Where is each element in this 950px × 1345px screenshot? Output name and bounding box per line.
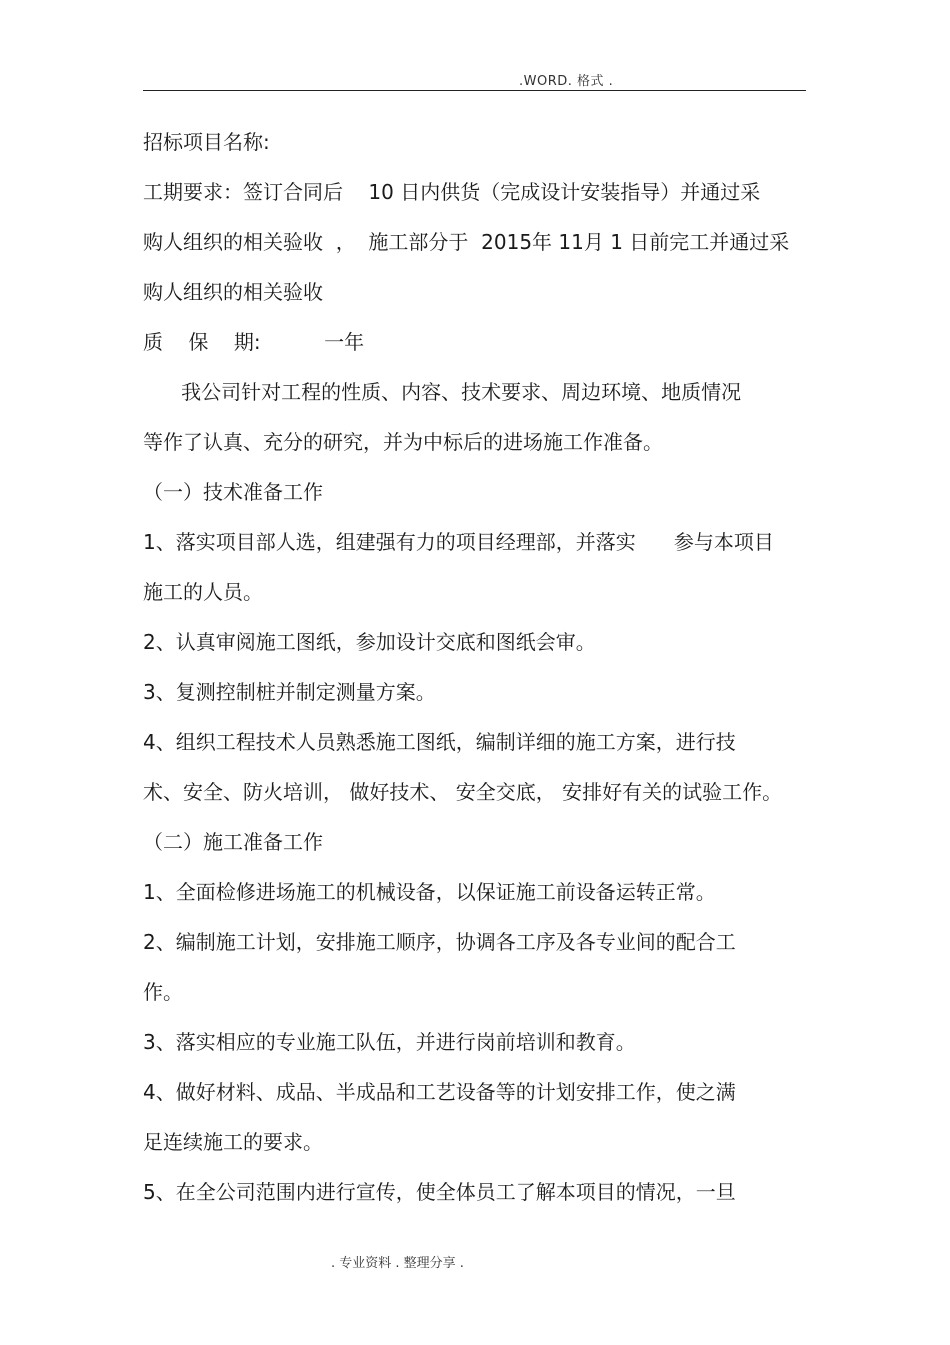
intro-paragraph-line-1: 我公司针对工程的性质、内容、技术要求、周边环境、地质情况 [143, 380, 742, 404]
tech-item-3: 3、复测控制桩并制定测量方案。 [143, 680, 436, 704]
tech-item-4-line-1: 4、组织工程技术人员熟悉施工图纸，编制详细的施工方案，进行技 [143, 730, 736, 754]
tech-item-4-line-2: 术、安全、防火培训， 做好技术、 安全交底， 安排好有关的试验工作。 [143, 780, 783, 804]
page-header: .WORD. 格式 . [519, 74, 614, 89]
warranty-line: 质 保 期: 一年 [143, 330, 365, 354]
construction-item-4-line-2: 足连续施工的要求。 [143, 1130, 323, 1154]
schedule-line-2: 购人组织的相关验收 ， 施工部分于 2015年 11月 1 日前完工并通过采 [143, 230, 790, 254]
schedule-line-1: 工期要求：签订合同后 10 日内供货（完成设计安装指导）并通过采 [143, 180, 761, 204]
project-name-line: 招标项目名称: [143, 130, 270, 154]
intro-paragraph-line-2: 等作了认真、充分的研究，并为中标后的进场施工作准备。 [143, 430, 663, 454]
construction-item-4-line-1: 4、做好材料、成品、半成品和工艺设备等的计划安排工作，使之满 [143, 1080, 736, 1104]
header-divider [143, 90, 806, 91]
section-heading-construction: （二）施工准备工作 [143, 830, 323, 854]
section-heading-technical: （一）技术准备工作 [143, 480, 323, 504]
construction-item-1: 1、全面检修进场施工的机械设备，以保证施工前设备运转正常。 [143, 880, 716, 904]
construction-item-3: 3、落实相应的专业施工队伍，并进行岗前培训和教育。 [143, 1030, 636, 1054]
construction-item-2-line-2: 作。 [143, 980, 183, 1004]
construction-item-5-line-1: 5、在全公司范围内进行宣传，使全体员工了解本项目的情况，一旦 [143, 1180, 736, 1204]
construction-item-2-line-1: 2、编制施工计划，安排施工顺序，协调各工序及各专业间的配合工 [143, 930, 736, 954]
page-footer: . 专业资料 . 整理分享 . [331, 1256, 464, 1271]
tech-item-1-line-1: 1、落实项目部人选，组建强有力的项目经理部，并落实 参与本项目 [143, 530, 774, 554]
tech-item-1-line-2: 施工的人员。 [143, 580, 263, 604]
tech-item-2: 2、认真审阅施工图纸，参加设计交底和图纸会审。 [143, 630, 596, 654]
schedule-line-3: 购人组织的相关验收 [143, 280, 323, 304]
